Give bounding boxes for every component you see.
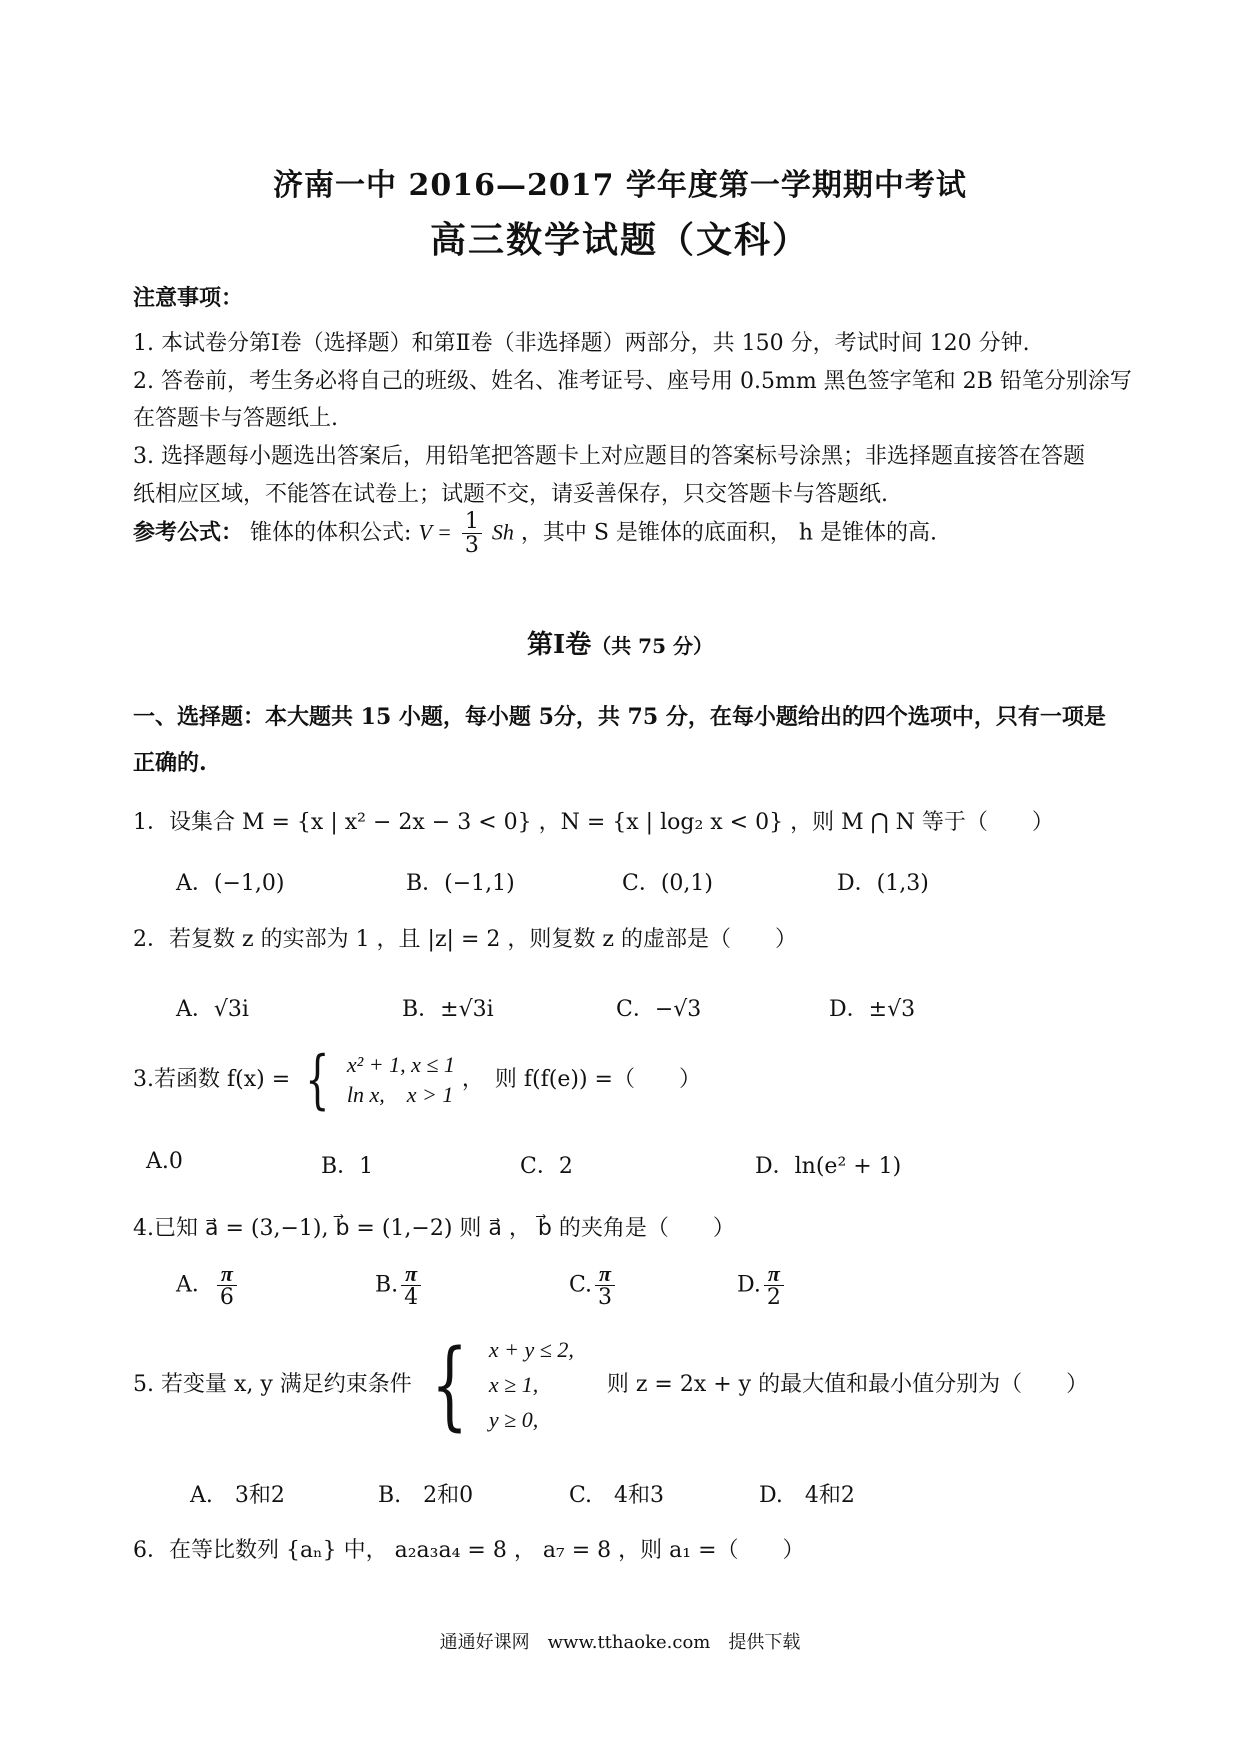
question-5-suffix: 则 z = 2x + y 的最大值和最小值分别为（ ）	[606, 1371, 1089, 1397]
question-2-stem: 2．若复数 z 的实部为 1 ，且 |z| = 2 ，则复数 z 的虚部是（ ）	[133, 927, 797, 952]
formula-rhs: Sh	[491, 519, 514, 545]
formula-numerator: 1	[462, 510, 482, 534]
question-2-option-d: D．±√3	[829, 997, 916, 1022]
question-3-case-1: x² + 1, x ≤ 1	[346, 1052, 455, 1078]
pi-numerator: π	[767, 1261, 780, 1286]
note-item-3-cont: 纸相应区域，不能答在试卷上；试题不交，请妥善保存，只交答题卡与答题纸.	[133, 482, 888, 507]
question-5-prefix: 5. 若变量 x, y 满足约束条件	[133, 1371, 412, 1397]
section-title: 第Ⅰ卷	[527, 630, 592, 660]
question-3-option-a: A.0	[146, 1149, 183, 1174]
question-3-case-2: ln x, x > 1	[346, 1082, 454, 1107]
pi-numerator: π	[599, 1261, 612, 1286]
question-5-option-d: D. 4和2	[759, 1483, 855, 1508]
question-4-option-c-label: C.	[569, 1272, 593, 1298]
denominator: 3	[595, 1285, 615, 1309]
question-5-cases	[489, 1332, 574, 1438]
question-5-case-3: y ≥ 0,	[488, 1407, 539, 1433]
question-1-option-a: A．(−1,0)	[176, 871, 285, 896]
formula-lhs: V =	[418, 519, 452, 545]
note-item-2-cont: 在答题卡与答题纸上.	[133, 406, 338, 431]
part-one-instructions-cont: 正确的.	[133, 750, 207, 776]
question-2-option-a: A．√3i	[176, 997, 249, 1022]
question-4-option-c-fraction	[595, 1262, 615, 1309]
question-5-option-a: A. 3和2	[190, 1483, 285, 1508]
constraint-brace: {	[431, 1328, 468, 1441]
question-1-stem: 1．设集合 M = {x | x² − 2x − 3 < 0} ，N = {x | log₂ x < 0} ，则 M ⋂ N 等于（ ）	[133, 810, 1054, 835]
question-3-option-b: B．1	[321, 1154, 374, 1179]
question-5-case-2: x ≥ 1,	[488, 1372, 539, 1398]
question-4-option-d-label: D.	[737, 1272, 761, 1298]
note-item-2: 2. 答卷前，考生务必将自己的班级、姓名、准考证号、座号用 0.5mm 黑色签字笔和 2B 铅笔分别涂写	[133, 369, 1132, 394]
question-1-option-c: C．(0,1)	[622, 871, 713, 896]
question-3-option-d: D．ln(e² + 1)	[755, 1154, 902, 1179]
denominator: 4	[401, 1285, 421, 1309]
question-4-option-c	[569, 1262, 618, 1309]
formula-text-after: ，其中 S 是锥体的底面积， h 是锥体的高.	[520, 520, 938, 546]
question-4-option-a	[176, 1262, 240, 1309]
question-3-cases	[347, 1050, 455, 1109]
formula-text-before: 锥体的体积公式:	[250, 520, 412, 546]
question-4-option-a-label: A．	[176, 1272, 214, 1298]
section-heading	[0, 624, 1240, 661]
exam-title: 济南一中 2016—2017 学年度第一学期期中考试	[273, 168, 967, 203]
reference-formula	[133, 510, 937, 557]
question-4-option-b	[375, 1262, 424, 1309]
piecewise-brace: {	[305, 1043, 330, 1117]
question-1-option-d: D．(1,3)	[837, 871, 929, 896]
question-5-option-b: B. 2和0	[378, 1483, 474, 1508]
exam-subtitle: 高三数学试题（文科）	[429, 219, 810, 261]
pi-numerator: π	[220, 1261, 233, 1286]
formula-label: 参考公式：	[133, 519, 244, 546]
formula-denominator: 3	[464, 533, 479, 559]
question-3-option-c: C．2	[520, 1154, 573, 1179]
question-3-suffix: ， 则 f(f(e)) =（ ）	[461, 1067, 701, 1092]
question-3-stem	[133, 1043, 701, 1117]
question-5-option-c: C. 4和3	[569, 1483, 665, 1508]
note-item-3: 3. 选择题每小题选出答案后，用铅笔把答题卡上对应题目的答案标号涂黑；非选择题直接答在答题	[133, 444, 1085, 469]
part-one-instructions: 一、选择题：本大题共 15 小题，每小题 5分，共 75 分，在每小题给出的四个选项中，只有一项是	[133, 704, 1106, 730]
note-item-1: 1. 本试卷分第Ⅰ卷（选择题）和第Ⅱ卷（非选择题）两部分，共 150 分，考试时间 120 分钟.	[133, 331, 1030, 356]
section-score: （共 75 分）	[591, 634, 713, 658]
question-4-option-a-fraction	[217, 1262, 237, 1309]
question-3-prefix: 3.若函数 f(x) =	[133, 1067, 291, 1092]
pi-numerator: π	[405, 1261, 418, 1286]
formula-fraction	[462, 510, 482, 557]
question-4-stem: 4.已知 a⃗ = (3,−1), b⃗ = (1,−2) 则 a⃗ ， b⃗ 的夹角是（ ）	[133, 1216, 735, 1241]
denominator: 6	[217, 1285, 237, 1309]
footer-source: 通通好课网 www.tthaoke.com 提供下载	[439, 1632, 801, 1653]
question-2-option-c: C．−√3	[616, 997, 702, 1022]
notes-heading: 注意事项：	[133, 285, 244, 311]
question-2-option-b: B．±√3i	[402, 997, 494, 1022]
question-4-option-b-fraction	[401, 1262, 421, 1309]
question-5-stem	[133, 1328, 1089, 1441]
question-5-case-1: x + y ≤ 2,	[488, 1337, 574, 1362]
question-6-stem: 6．在等比数列 {aₙ} 中， a₂a₃a₄ = 8 ， a₇ = 8 ，则 a₁ =（ ）	[133, 1538, 805, 1563]
question-4-option-d-fraction	[764, 1262, 784, 1309]
question-4-option-d	[737, 1262, 787, 1309]
denominator: 2	[764, 1285, 784, 1309]
question-1-option-b: B．(−1,1)	[406, 871, 515, 896]
question-4-option-b-label: B.	[375, 1272, 399, 1298]
